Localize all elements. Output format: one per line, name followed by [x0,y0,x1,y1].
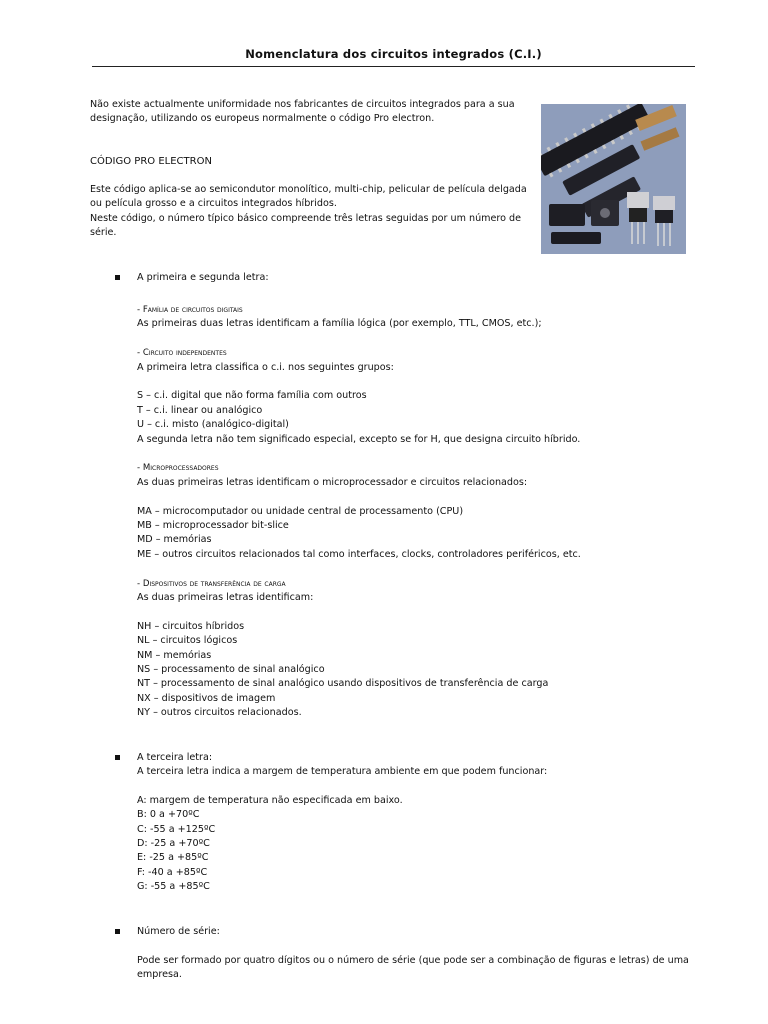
section-paragraph [90,183,530,241]
section-line: ou película grosso e a circuitos integrados híbridos. [90,198,337,210]
intro-paragraph [90,98,530,127]
bullet1-content [137,303,727,721]
title-divider [92,66,695,67]
third-letter-text: A terceira letra indica a margem de temperatura ambiente em que podem funcionar: [137,766,548,777]
disp-item: NS – processamento de sinal analógico [137,664,325,676]
familia-text: As primeiras duas letras identificam a família lógica (por exemplo, TTL, CMOS, etc.); [137,318,542,330]
micro-text: As duas primeiras letras identificam o microprocessador e circuitos relacionados: [137,476,528,488]
serial-text-line: Pode ser formado por quatro dígitos ou o número de série (que pode ser a combinação de figuras e letras) de uma [137,955,689,966]
bullet-square-icon [115,275,120,280]
disp-item: NY – outros circuitos relacionados. [137,707,302,719]
temperature-item: B: 0 a +70ºC [137,809,200,821]
micro-item: MD – memórias [137,534,212,546]
circuito-heading: - Circuito independentes [137,348,227,359]
circuito-item: S – c.i. digital que não forma família com outros [137,390,367,402]
bullet-square-icon [115,755,120,760]
section-line: série. [90,227,117,239]
micro-item: MA – microcomputador ou unidade central de processamento (CPU) [137,505,464,517]
intro-line: designação, utilizando os europeus normalmente o código Pro electron. [90,113,435,125]
circuito-item: A segunda letra não tem significado especial, excepto se for H, que designa circuito híbrido. [137,433,581,445]
bullet3-content [137,954,727,983]
section-line: Neste código, o número típico básico compreende três letras seguidas por um número de [90,212,522,224]
temperature-item: C: -55 a +125ºC [137,823,216,835]
serial-text-line: empresa. [137,969,182,981]
section-line: Este código aplica-se ao semicondutor monolítico, multi-chip, pelicular de película delgada [90,184,527,195]
circuito-item: T – c.i. linear ou analógico [137,404,263,416]
temperature-item: F: -40 a +85ºC [137,866,208,878]
familia-heading: - Família de circuitos digitais [137,305,243,315]
integrated-circuits-photo [541,104,686,254]
circuito-item: U – c.i. misto (analógico-digital) [137,419,289,431]
bullet-label: A primeira e segunda letra: [137,272,269,283]
temperature-item: G: -55 a +85ºC [137,881,210,893]
disp-item: NM – memórias [137,649,212,661]
disp-text: As duas primeiras letras identificam: [137,592,314,604]
temperature-item: A: margem de temperatura não especificada em baixo. [137,794,403,806]
disp-item: NT – processamento de sinal analógico usando dispositivos de transferência de carga [137,678,549,690]
micro-heading: - Microprocessadores [137,463,219,474]
bullet-label: Número de série: [137,926,220,937]
disp-item: NH – circuitos híbridos [137,620,245,632]
disp-heading: - Dispositivos de transferência de carga [137,578,286,589]
bullet2-content [137,765,727,895]
circuito-text: A primeira letra classifica o c.i. nos seguintes grupos: [137,361,394,373]
document-title: Nomenclatura dos circuitos integrados (C.I.) [245,47,542,61]
intro-line: Não existe actualmente uniformidade nos fabricantes de circuitos integrados para a sua [90,99,515,110]
temperature-item: D: -25 a +70ºC [137,838,210,850]
micro-item: MB – microprocessador bit-slice [137,520,289,532]
temperature-item: E: -25 a +85ºC [137,852,209,864]
micro-item: ME – outros circuitos relacionados tal como interfaces, clocks, controladores periféricos, etc. [137,548,581,560]
bullet-label: A terceira letra: [137,752,213,763]
disp-item: NL – circuitos lógicos [137,635,238,647]
section-heading: CÓDIGO PRO ELECTRON [90,156,212,167]
disp-item: NX – dispositivos de imagem [137,692,276,704]
bullet-square-icon [115,929,120,934]
